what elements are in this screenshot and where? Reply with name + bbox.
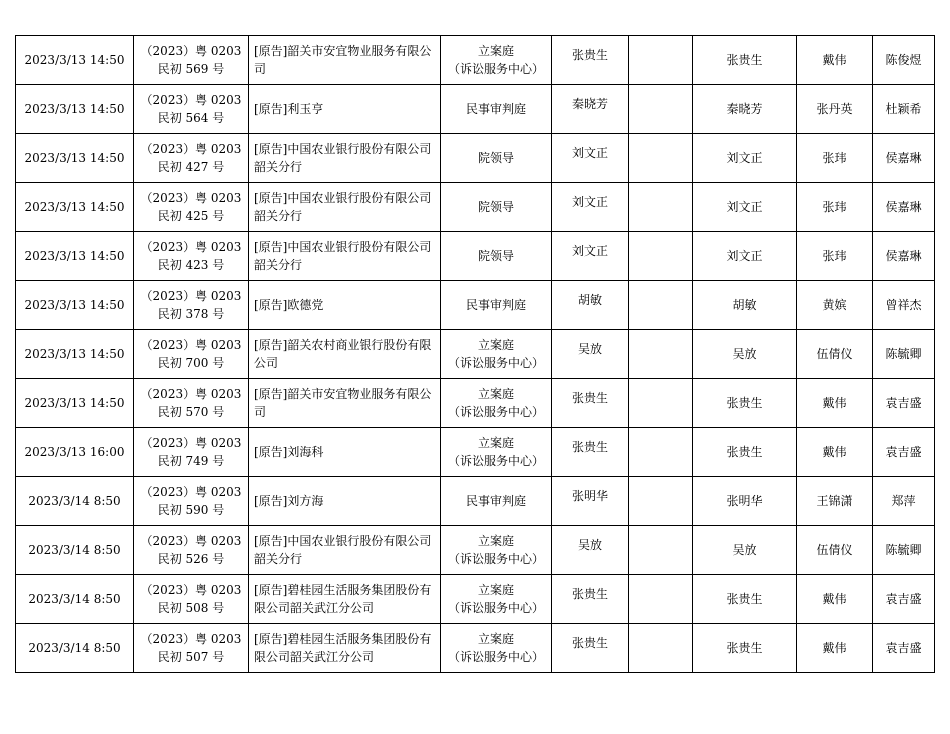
party-cell: [原告]碧桂园生活服务集团股份有限公司韶关武江分公司 (249, 575, 441, 624)
hearing-time-cell: 2023/3/13 14:50 (16, 134, 134, 183)
presiding-judge-cell: 刘文正 (693, 183, 797, 232)
table-row (16, 183, 935, 232)
hearing-time-cell: 2023/3/13 14:50 (16, 232, 134, 281)
case-number-cell: （2023）粤 0203 民初 526 号 (134, 526, 249, 575)
case-number-cell: （2023）粤 0203 民初 570 号 (134, 379, 249, 428)
department-cell: 民事审判庭 (441, 85, 552, 134)
case-number-cell: （2023）粤 0203 民初 508 号 (134, 575, 249, 624)
clerk-cell: 袁吉盛 (873, 624, 935, 673)
presiding-judge-cell: 刘文正 (693, 232, 797, 281)
case-judge-cell: 张贵生 (552, 624, 629, 673)
party-cell: [原告]中国农业银行股份有限公司韶关分行 (249, 232, 441, 281)
department-cell: 立案庭 （诉讼服务中心） (441, 624, 552, 673)
judge-assistant-cell: 张玮 (797, 183, 873, 232)
judge-assistant-cell: 戴伟 (797, 36, 873, 85)
case-judge-cell: 张贵生 (552, 575, 629, 624)
schedule-body (16, 36, 935, 673)
department-cell: 民事审判庭 (441, 281, 552, 330)
table-row (16, 134, 935, 183)
case-number-cell: （2023）粤 0203 民初 564 号 (134, 85, 249, 134)
presiding-judge-cell: 秦晓芳 (693, 85, 797, 134)
clerk-cell: 陈俊煜 (873, 36, 935, 85)
department-cell: 立案庭 （诉讼服务中心） (441, 575, 552, 624)
case-judge-cell: 张贵生 (552, 379, 629, 428)
department-cell: 院领导 (441, 134, 552, 183)
department-cell: 立案庭 （诉讼服务中心） (441, 526, 552, 575)
case-judge-cell: 张明华 (552, 477, 629, 526)
clerk-cell: 袁吉盛 (873, 575, 935, 624)
case-number-cell: （2023）粤 0203 民初 590 号 (134, 477, 249, 526)
presiding-judge-cell: 吴放 (693, 526, 797, 575)
presiding-judge-cell: 张贵生 (693, 575, 797, 624)
clerk-cell: 陈毓卿 (873, 526, 935, 575)
judge-assistant-cell: 张玮 (797, 134, 873, 183)
hearing-time-cell: 2023/3/13 14:50 (16, 183, 134, 232)
department-cell: 立案庭 （诉讼服务中心） (441, 36, 552, 85)
case-judge-cell: 刘文正 (552, 232, 629, 281)
clerk-cell: 袁吉盛 (873, 428, 935, 477)
clerk-cell: 杜颖希 (873, 85, 935, 134)
case-number-cell: （2023）粤 0203 民初 427 号 (134, 134, 249, 183)
presiding-judge-cell: 张明华 (693, 477, 797, 526)
clerk-cell: 侯嘉琳 (873, 183, 935, 232)
case-number-cell: （2023）粤 0203 民初 423 号 (134, 232, 249, 281)
hearing-time-cell: 2023/3/13 14:50 (16, 85, 134, 134)
table-row (16, 36, 935, 85)
hearing-time-cell: 2023/3/13 14:50 (16, 281, 134, 330)
case-judge-cell: 张贵生 (552, 36, 629, 85)
empty-cell (629, 477, 693, 526)
case-judge-cell: 吴放 (552, 526, 629, 575)
hearing-time-cell: 2023/3/14 8:50 (16, 477, 134, 526)
table-row (16, 526, 935, 575)
judge-assistant-cell: 张丹英 (797, 85, 873, 134)
party-cell: [原告]韶关农村商业银行股份有限公司 (249, 330, 441, 379)
empty-cell (629, 36, 693, 85)
case-judge-cell: 刘文正 (552, 183, 629, 232)
judge-assistant-cell: 黄嫔 (797, 281, 873, 330)
department-cell: 院领导 (441, 232, 552, 281)
party-cell: [原告]中国农业银行股份有限公司韶关分行 (249, 134, 441, 183)
party-cell: [原告]欧德党 (249, 281, 441, 330)
party-cell: [原告]韶关市安宜物业服务有限公司 (249, 379, 441, 428)
presiding-judge-cell: 张贵生 (693, 624, 797, 673)
department-cell: 民事审判庭 (441, 477, 552, 526)
hearing-time-cell: 2023/3/13 16:00 (16, 428, 134, 477)
judge-assistant-cell: 戴伟 (797, 379, 873, 428)
department-cell: 立案庭 （诉讼服务中心） (441, 428, 552, 477)
judge-assistant-cell: 伍倩仪 (797, 330, 873, 379)
presiding-judge-cell: 张贵生 (693, 428, 797, 477)
hearing-time-cell: 2023/3/14 8:50 (16, 624, 134, 673)
clerk-cell: 陈毓卿 (873, 330, 935, 379)
judge-assistant-cell: 王锦潇 (797, 477, 873, 526)
clerk-cell: 郑萍 (873, 477, 935, 526)
case-judge-cell: 吴放 (552, 330, 629, 379)
presiding-judge-cell: 张贵生 (693, 379, 797, 428)
judge-assistant-cell: 伍倩仪 (797, 526, 873, 575)
department-cell: 立案庭 （诉讼服务中心） (441, 379, 552, 428)
judge-assistant-cell: 戴伟 (797, 575, 873, 624)
presiding-judge-cell: 胡敏 (693, 281, 797, 330)
table-row (16, 624, 935, 673)
empty-cell (629, 526, 693, 575)
hearing-time-cell: 2023/3/13 14:50 (16, 36, 134, 85)
clerk-cell: 曾祥杰 (873, 281, 935, 330)
table-row (16, 379, 935, 428)
case-number-cell: （2023）粤 0203 民初 569 号 (134, 36, 249, 85)
empty-cell (629, 85, 693, 134)
case-judge-cell: 刘文正 (552, 134, 629, 183)
party-cell: [原告]刘方海 (249, 477, 441, 526)
judge-assistant-cell: 戴伟 (797, 428, 873, 477)
hearing-time-cell: 2023/3/14 8:50 (16, 526, 134, 575)
party-cell: [原告]韶关市安宜物业服务有限公司 (249, 36, 441, 85)
empty-cell (629, 330, 693, 379)
empty-cell (629, 428, 693, 477)
case-number-cell: （2023）粤 0203 民初 507 号 (134, 624, 249, 673)
case-judge-cell: 秦晓芳 (552, 85, 629, 134)
presiding-judge-cell: 张贵生 (693, 36, 797, 85)
case-number-cell: （2023）粤 0203 民初 378 号 (134, 281, 249, 330)
empty-cell (629, 575, 693, 624)
hearing-schedule-table (15, 35, 935, 673)
case-judge-cell: 张贵生 (552, 428, 629, 477)
presiding-judge-cell: 吴放 (693, 330, 797, 379)
party-cell: [原告]中国农业银行股份有限公司韶关分行 (249, 526, 441, 575)
department-cell: 立案庭 （诉讼服务中心） (441, 330, 552, 379)
judge-assistant-cell: 张玮 (797, 232, 873, 281)
empty-cell (629, 183, 693, 232)
table-row (16, 281, 935, 330)
table-row (16, 330, 935, 379)
case-number-cell: （2023）粤 0203 民初 749 号 (134, 428, 249, 477)
empty-cell (629, 134, 693, 183)
hearing-time-cell: 2023/3/13 14:50 (16, 379, 134, 428)
party-cell: [原告]利玉亨 (249, 85, 441, 134)
table-row (16, 477, 935, 526)
hearing-time-cell: 2023/3/14 8:50 (16, 575, 134, 624)
empty-cell (629, 232, 693, 281)
clerk-cell: 袁吉盛 (873, 379, 935, 428)
empty-cell (629, 624, 693, 673)
presiding-judge-cell: 刘文正 (693, 134, 797, 183)
empty-cell (629, 281, 693, 330)
party-cell: [原告]碧桂园生活服务集团股份有限公司韶关武江分公司 (249, 624, 441, 673)
empty-cell (629, 379, 693, 428)
table-row (16, 232, 935, 281)
department-cell: 院领导 (441, 183, 552, 232)
party-cell: [原告]中国农业银行股份有限公司韶关分行 (249, 183, 441, 232)
clerk-cell: 侯嘉琳 (873, 232, 935, 281)
case-number-cell: （2023）粤 0203 民初 425 号 (134, 183, 249, 232)
party-cell: [原告]刘海科 (249, 428, 441, 477)
clerk-cell: 侯嘉琳 (873, 134, 935, 183)
judge-assistant-cell: 戴伟 (797, 624, 873, 673)
table-row (16, 85, 935, 134)
case-judge-cell: 胡敏 (552, 281, 629, 330)
table-row (16, 575, 935, 624)
case-number-cell: （2023）粤 0203 民初 700 号 (134, 330, 249, 379)
table-row (16, 428, 935, 477)
hearing-time-cell: 2023/3/13 14:50 (16, 330, 134, 379)
